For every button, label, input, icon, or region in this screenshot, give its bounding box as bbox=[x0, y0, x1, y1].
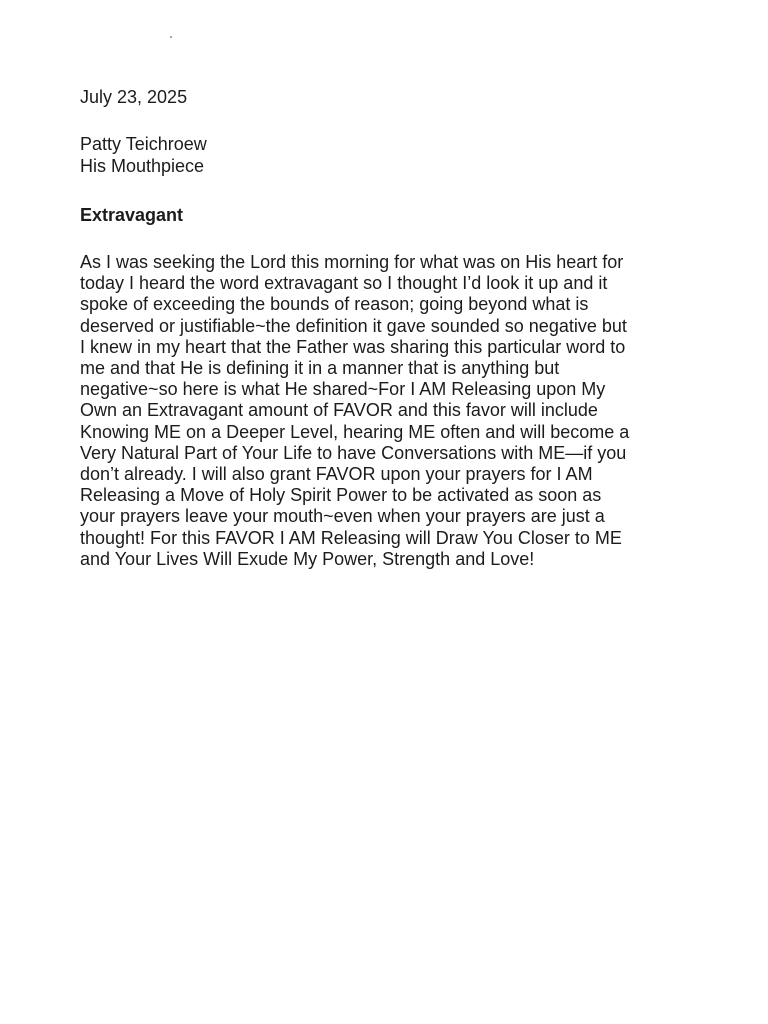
body-line: I knew in my heart that the Father was sharing this particular word to bbox=[80, 336, 626, 357]
letter-date: July 23, 2025 bbox=[80, 87, 188, 107]
body-line: Very Natural Part of Your Life to have Conversations with ME—if you bbox=[80, 442, 627, 463]
body-line: your prayers leave your mouth~even when your prayers are just a bbox=[80, 506, 605, 527]
body-line: negative~so here is what He shared~For I AM Releasing upon My bbox=[80, 379, 606, 400]
body-line: thought! For this FAVOR I AM Releasing will Draw You Closer to ME bbox=[80, 527, 622, 548]
author-role: His Mouthpiece bbox=[80, 156, 205, 176]
body-line: Own an Extravagant amount of FAVOR and this favor will include bbox=[80, 400, 598, 421]
author-name: Patty Teichroew bbox=[80, 134, 207, 154]
body-line: Knowing ME on a Deeper Level, hearing ME often and will become a bbox=[80, 421, 630, 442]
body-line: and Your Lives Will Exude My Power, Strength and Love! bbox=[80, 548, 535, 569]
author-block bbox=[80, 133, 207, 177]
body-line: spoke of exceeding the bounds of reason; going beyond what is bbox=[80, 294, 589, 315]
body-line: don’t already. I will also grant FAVOR upon your prayers for I AM bbox=[80, 464, 593, 485]
body-line: Releasing a Move of Holy Spirit Power to be activated as soon as bbox=[80, 485, 602, 506]
body-line: As I was seeking the Lord this morning for what was on His heart for bbox=[80, 252, 624, 272]
letter-title: Extravagant bbox=[80, 205, 184, 225]
body-line: today I heard the word extravagant so I thought I’d look it up and it bbox=[80, 273, 608, 294]
body-line: me and that He is defining it in a manner that is anything but bbox=[80, 358, 560, 379]
body-line: deserved or justifiable~the definition it gave sounded so negative but bbox=[80, 315, 627, 336]
scan-speck bbox=[170, 36, 172, 38]
letter-body bbox=[80, 252, 720, 570]
